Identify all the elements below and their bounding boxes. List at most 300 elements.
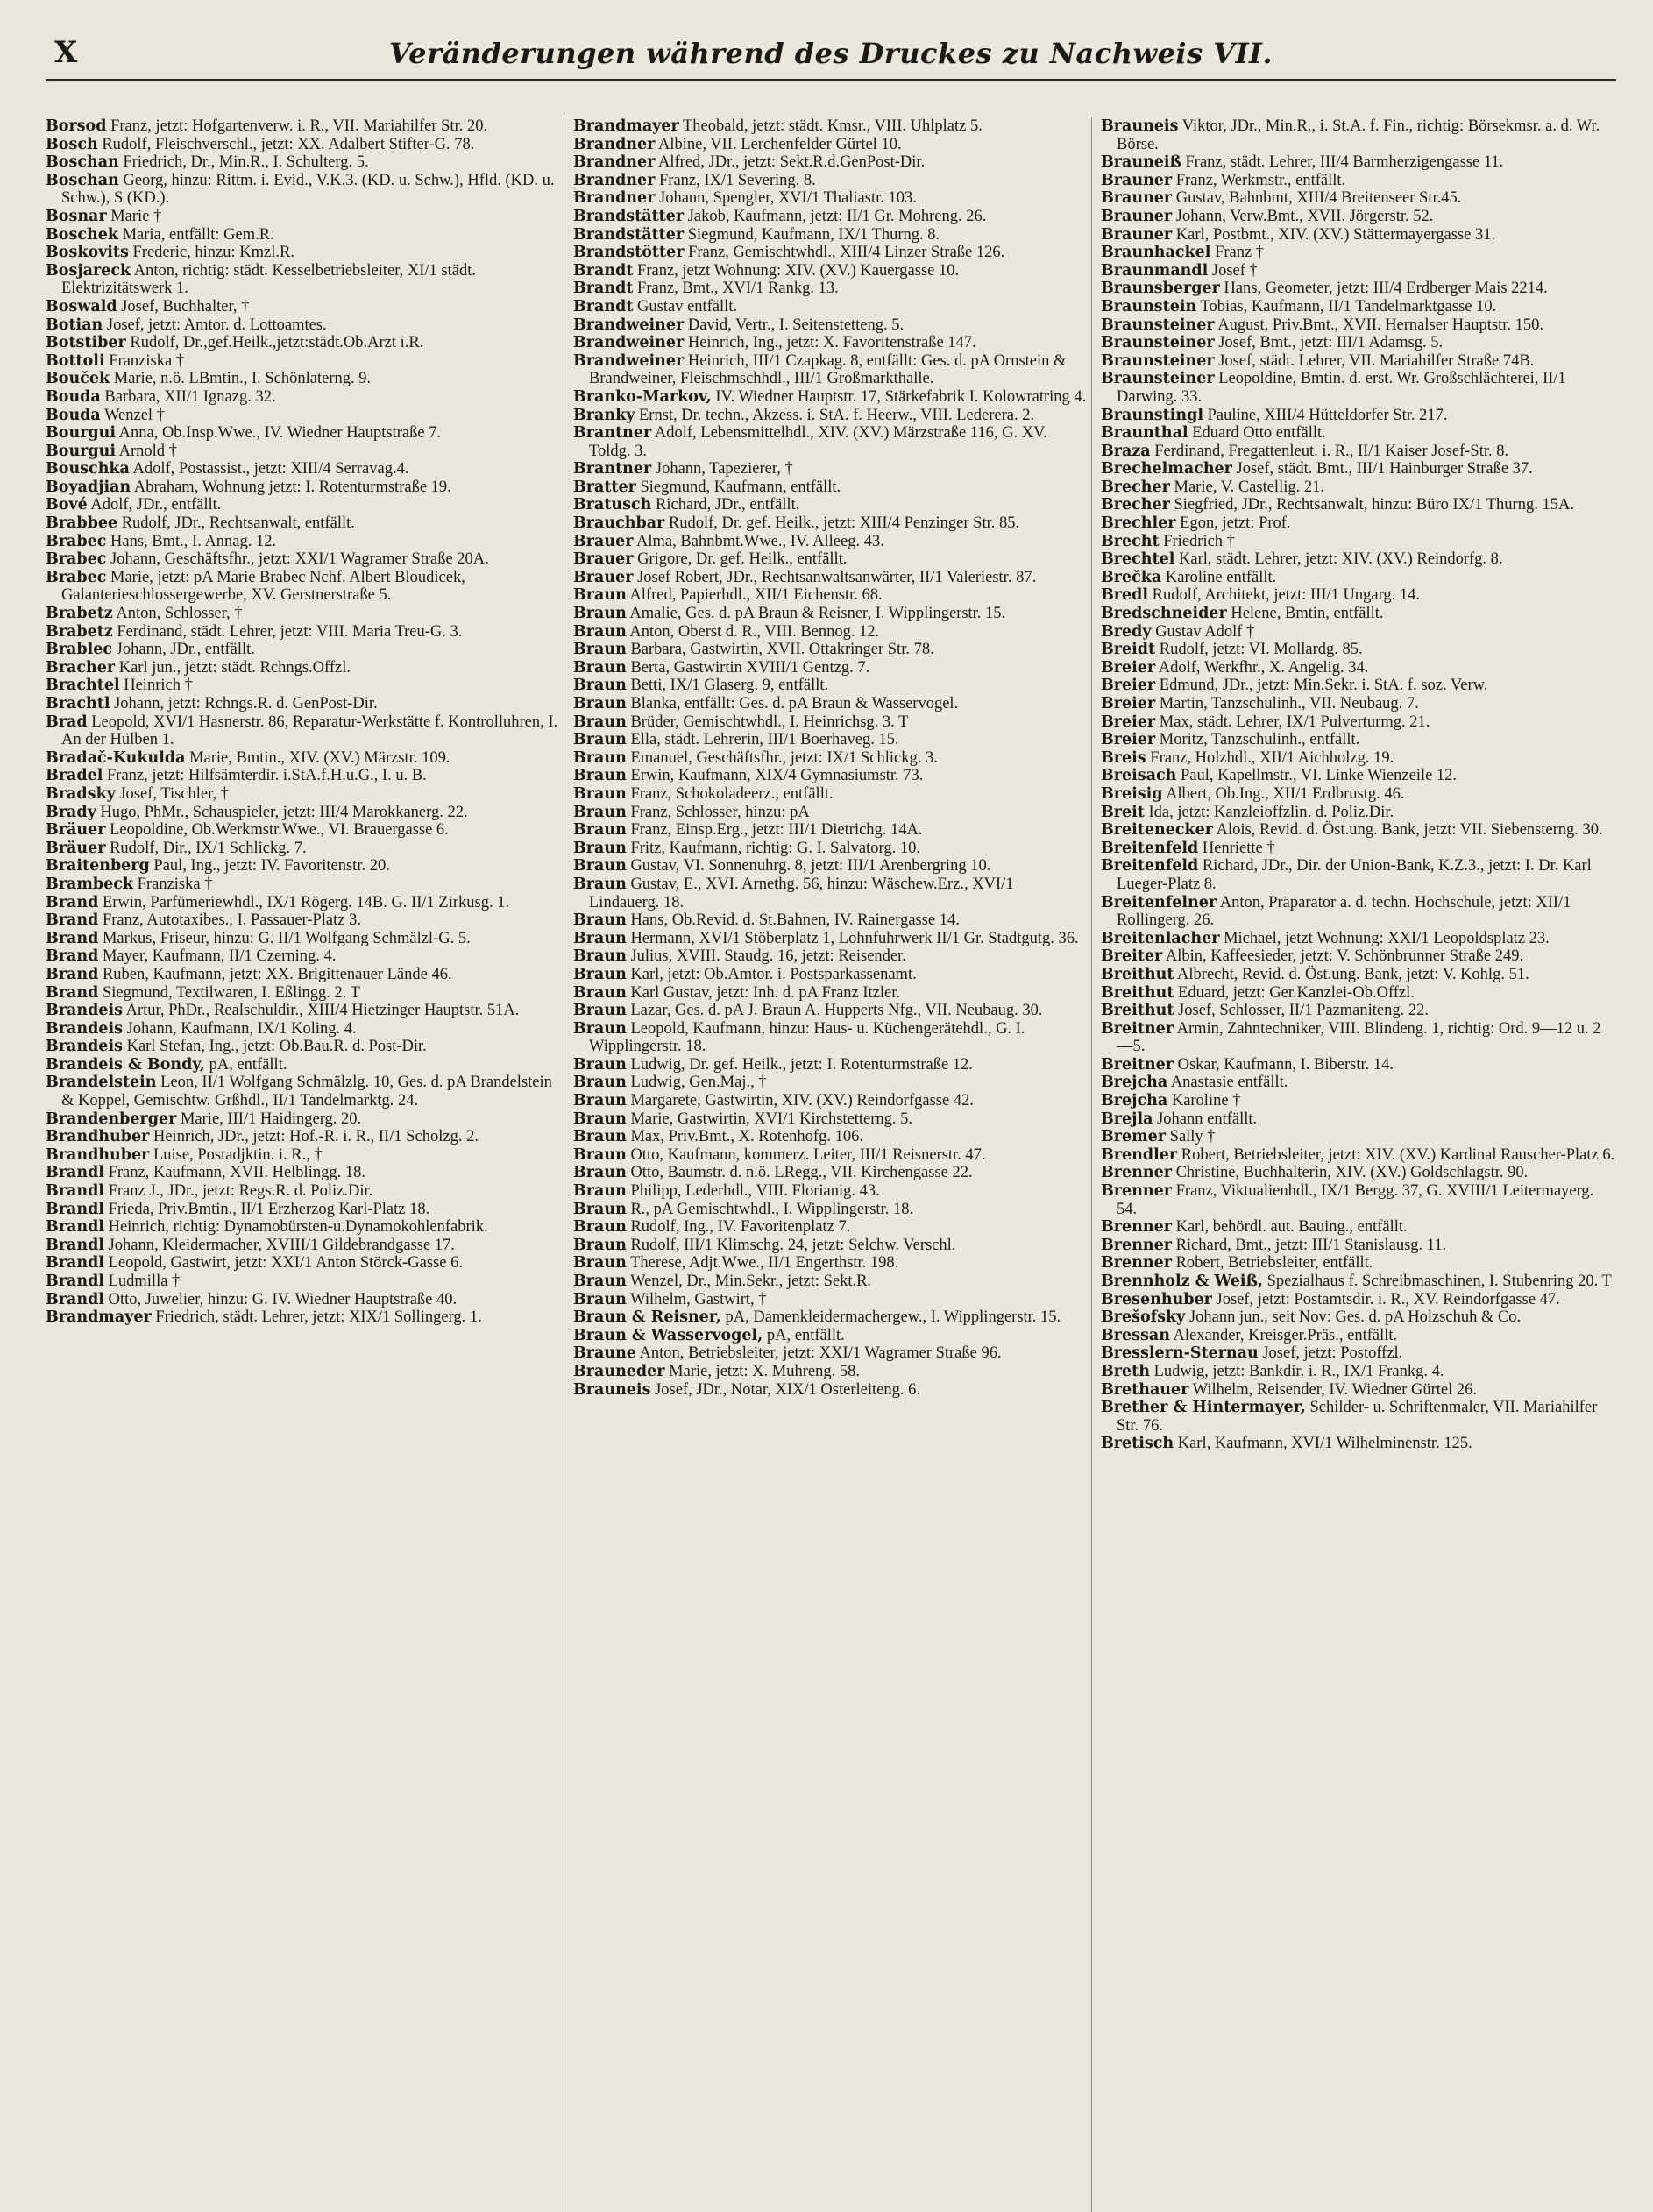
entry-details: Karl, Postbmt., XIV. (XV.) Stättermayergasse 31. <box>1175 225 1496 244</box>
directory-entry <box>1101 966 1616 984</box>
entry-details: Ludwig, Dr. gef. Heilk., jetzt: I. Rotenturmstraße 12. <box>630 1055 973 1074</box>
entry-surname: Breitenfeld <box>1101 857 1199 876</box>
entry-surname: Braunsteiner <box>1101 351 1215 370</box>
directory-entry <box>573 208 1088 226</box>
directory-entry <box>573 911 1088 930</box>
entry-details: Anton, Schlosser, † <box>116 605 243 623</box>
entry-surname: Braun <box>573 857 627 876</box>
directory-entry <box>573 749 1088 768</box>
entry-surname: Bosjareck <box>46 261 131 280</box>
directory-entry <box>1101 641 1616 659</box>
entry-details: Arnold † <box>118 442 177 460</box>
directory-entry <box>573 984 1088 1003</box>
entry-details: Pauline, XIII/4 Hütteldorfer Str. 217. <box>1207 406 1448 424</box>
directory-entry <box>1101 460 1616 479</box>
entry-details: Leopoldine, Ob.Werkmstr.Wwe., VI. Brauergasse 6. <box>110 821 449 840</box>
entry-details: Alma, Bahnbmt.Wwe., IV. Alleeg. 43. <box>636 532 884 550</box>
entry-surname: Brauner <box>1101 225 1173 244</box>
entry-surname: Braun <box>573 605 627 623</box>
entry-surname: Brauneder <box>573 1362 665 1380</box>
entry-surname: Bredl <box>1101 586 1149 605</box>
directory-entry <box>573 641 1088 659</box>
entry-details: Christine, Buchhalterin, XIV. (XV.) Goldschlagstr. 90. <box>1175 1164 1529 1182</box>
entry-surname: Bresslern-Sternau <box>1101 1344 1259 1363</box>
entry-details: Eduard Otto entfällt. <box>1192 424 1326 443</box>
entry-details: Michael, jetzt Wohnung: XXI/1 Leopoldsplatz 23. <box>1224 929 1550 947</box>
entry-surname: Brantner <box>573 424 652 443</box>
entry-surname: Brachtl <box>46 695 110 713</box>
entry-surname: Braunsteiner <box>1101 334 1215 352</box>
entry-details: Armin, Zahntechniker, VIII. Blindeng. 1, richtig: Ord. 9—12 u. 2—5. <box>1117 1019 1601 1056</box>
entry-details: Brüder, Gemischtwhdl., I. Heinrichsg. 3. T <box>630 713 909 731</box>
entry-surname: Brandl <box>46 1164 104 1182</box>
entry-details: Philipp, Lederhdl., VIII. Florianig. 43. <box>630 1182 880 1201</box>
entry-details: Josef Robert, JDr., Rechtsanwaltsanwärter, II/1 Valeriestr. 87. <box>637 568 1037 586</box>
directory-entry <box>1101 749 1616 768</box>
entry-details: Rudolf, Dr. gef. Heilk., jetzt: XIII/4 Penzinger Str. 85. <box>668 514 1020 533</box>
entry-surname: Braun <box>573 1002 627 1020</box>
entry-details: Gustav entfällt. <box>637 297 738 315</box>
entry-surname: Braun <box>573 677 627 695</box>
entry-details: Hugo, PhMr., Schauspieler, jetzt: III/4 Marokkanerg. 22. <box>100 803 468 821</box>
entry-details: IV. Wiedner Hauptstr. 17, Stärkefabrik I. Kolowratring 4. <box>715 387 1087 406</box>
entry-details: Robert, Betriebsleiter, entfällt. <box>1175 1254 1373 1273</box>
directory-entry <box>1101 1146 1616 1165</box>
entry-surname: Braunsteiner <box>1101 370 1215 388</box>
directory-entry <box>1101 930 1616 948</box>
directory-entry <box>573 569 1088 587</box>
entry-details: Frieda, Priv.Bmtin., II/1 Erzherzog Karl-Platz 18. <box>108 1200 430 1218</box>
entry-surname: Braun <box>573 1074 627 1092</box>
directory-entry <box>1101 117 1616 153</box>
entry-details: Fritz, Kaufmann, richtig: G. I. Salvatorg. 10. <box>630 839 920 857</box>
directory-entry <box>46 659 560 677</box>
directory-entry <box>1101 514 1616 533</box>
entry-surname: Breitenlacher <box>1101 929 1220 947</box>
column-right <box>1101 117 1620 2212</box>
directory-entry <box>46 153 560 172</box>
entry-surname: Braun <box>573 803 627 821</box>
directory-entry <box>573 1273 1088 1291</box>
directory-entry <box>46 334 560 352</box>
entry-details: Marie, V. Castellig. 21. <box>1174 478 1324 496</box>
directory-entry <box>1101 533 1616 551</box>
directory-entry <box>46 1308 560 1327</box>
entry-surname: Brejcha <box>1101 1092 1168 1110</box>
entry-surname: Brandweiner <box>573 351 685 370</box>
entry-surname: Boschan <box>46 153 119 172</box>
directory-entry <box>573 479 1088 497</box>
entry-surname: Braun <box>573 1236 627 1254</box>
directory-entry <box>573 1182 1088 1201</box>
entry-details: David, Vertr., I. Seitenstetteng. 5. <box>687 315 905 334</box>
entry-surname: Brand <box>46 911 99 930</box>
directory-entry <box>46 136 560 154</box>
entry-details: Leon, II/1 Wolfgang Schmälzlg. 10, Ges. d. pA Brandelstein & Koppel, Gemischtw. Grßhdl., II/1 Tandelmarktg. 24. <box>61 1074 552 1110</box>
entry-surname: Braun <box>573 641 627 659</box>
entry-surname: Brečka <box>1101 568 1162 586</box>
directory-entry <box>1101 550 1616 569</box>
directory-entry <box>46 677 560 695</box>
entry-surname: Brand <box>46 983 99 1002</box>
entry-surname: Braunhackel <box>1101 244 1211 262</box>
entry-details: Josef, jetzt: Postamtsdir. i. R., XV. Reindorfgasse 47. <box>1216 1290 1560 1308</box>
entry-details: Otto, Juwelier, hinzu: G. IV. Wiedner Hauptstraße 40. <box>108 1290 458 1308</box>
entry-surname: Braun <box>573 1019 627 1038</box>
entry-details: Heinrich, III/1 Czapkag. 8, entfällt: Ges. d. pA Ornstein & Brandweiner, Fleischmschhdl., III/1 Großmarkthalle. <box>589 351 1067 388</box>
directory-entry <box>46 1002 560 1020</box>
directory-entry <box>46 1273 560 1291</box>
entry-surname: Bouda <box>46 387 101 406</box>
entry-details: Theobald, jetzt: städt. Kmsr., VIII. Uhlplatz 5. <box>683 117 983 135</box>
entry-surname: Braun <box>573 1128 627 1146</box>
entry-surname: Branko-Markov, <box>573 387 712 406</box>
directory-entry <box>1101 731 1616 749</box>
entry-details: Johann, Tapezierer, † <box>655 460 793 479</box>
directory-entry <box>1101 172 1616 190</box>
entry-details: Adolf, Postassist., jetzt: XIII/4 Serravag.4. <box>132 460 409 479</box>
entry-surname: Brenner <box>1101 1164 1172 1182</box>
directory-entry <box>573 1237 1088 1255</box>
entry-details: Grigore, Dr. gef. Heilk., entfällt. <box>637 550 848 569</box>
entry-details: August, Priv.Bmt., XVII. Hernalser Hauptstr. 150. <box>1217 315 1544 334</box>
directory-entry <box>1101 1273 1616 1291</box>
entry-details: Ruben, Kaufmann, jetzt: XX. Brigittenauer Lände 46. <box>102 965 452 983</box>
entry-surname: Brachtel <box>46 677 120 695</box>
entry-details: Wilhelm, Reisender, IV. Wiedner Gürtel 26. <box>1192 1380 1478 1399</box>
entry-details: Ferdinand, Fregattenleut. i. R., II/1 Kaiser Josef-Str. 8. <box>1154 442 1509 460</box>
entry-surname: Braun <box>573 784 627 803</box>
directory-entry <box>46 407 560 425</box>
entry-surname: Borsod <box>46 117 107 135</box>
entry-details: Rudolf, JDr., Rechtsanwalt, entfällt. <box>121 514 355 533</box>
directory-entry <box>573 550 1088 569</box>
entry-surname: Brechler <box>1101 514 1176 533</box>
entry-surname: Branky <box>573 406 635 424</box>
entry-surname: Breisig <box>1101 784 1163 803</box>
directory-entry <box>573 1110 1088 1129</box>
entry-surname: Bräuer <box>46 821 106 840</box>
entry-details: Albrecht, Revid. d. Öst.ung. Bank, jetzt: V. Kohlg. 51. <box>1177 965 1529 983</box>
entry-surname: Breier <box>1101 695 1156 713</box>
entry-details: Rudolf, Dir., IX/1 Schlickg. 7. <box>110 839 307 857</box>
directory-entry <box>1101 208 1616 226</box>
entry-details: Alfred, Papierhdl., XII/1 Eichenstr. 68. <box>629 586 883 605</box>
directory-entry <box>1101 677 1616 695</box>
entry-details: Rudolf, Dr.,gef.Heilk.,jetzt:städt.Ob.Arzt i.R. <box>130 334 424 352</box>
entry-surname: Brandstätter <box>573 207 685 225</box>
entry-details: Mayer, Kaufmann, II/1 Czerning. 4. <box>102 947 337 966</box>
entry-surname: Brabetz <box>46 605 113 623</box>
entry-details: Karl jun., jetzt: städt. Rchngs.Offzl. <box>118 658 351 677</box>
directory-entry <box>1101 1056 1616 1074</box>
directory-entry <box>1101 1110 1616 1129</box>
column-left <box>46 117 564 2212</box>
entry-details: Ludmilla † <box>108 1273 181 1290</box>
directory-entry <box>1101 280 1616 298</box>
directory-entry <box>573 1020 1088 1056</box>
directory-entry <box>573 605 1088 623</box>
directory-entry <box>573 1327 1088 1345</box>
directory-entry <box>1101 226 1616 245</box>
entry-surname: Braunsberger <box>1101 280 1220 298</box>
entry-details: Moritz, Tanzschulinh., entfällt. <box>1159 731 1360 749</box>
entry-details: Artur, PhDr., Realschuldir., XIII/4 Hietzinger Hauptstr. 51A. <box>125 1002 520 1020</box>
directory-entry <box>46 1038 560 1056</box>
directory-entry <box>46 966 560 984</box>
entry-surname: Brand <box>46 929 99 947</box>
entry-surname: Bresenhuber <box>1101 1290 1212 1308</box>
entry-details: Rudolf, jetzt: VI. Mollardg. 85. <box>1159 641 1363 659</box>
directory-entry <box>1101 1218 1616 1237</box>
directory-entry <box>46 388 560 407</box>
entry-details: Josef † <box>1211 261 1258 280</box>
entry-details: Franz, Werkmstr., entfällt. <box>1175 171 1346 189</box>
directory-entry <box>573 1254 1088 1273</box>
entry-details: Karl Gustav, jetzt: Inh. d. pA Franz Itzler. <box>630 983 900 1002</box>
entry-surname: Braun <box>573 1164 627 1182</box>
directory-entry <box>1101 804 1616 822</box>
entry-details: Friedrich, städt. Lehrer, jetzt: XIX/1 Sollingerg. 1. <box>155 1308 482 1327</box>
directory-entry <box>573 262 1088 280</box>
entry-details: Julius, XVIII. Staudg. 16, jetzt: Reisender. <box>630 947 906 966</box>
entry-details: Heinrich, Ing., jetzt: X. Favoritenstraße 147. <box>687 334 976 352</box>
directory-entry <box>46 821 560 840</box>
entry-surname: Brandl <box>46 1273 104 1290</box>
directory-entry <box>573 1056 1088 1074</box>
entry-details: Ferdinand, städt. Lehrer, jetzt: VIII. Maria Treu-G. 3. <box>117 622 463 641</box>
entry-details: Josef, Buchhalter, † <box>121 297 250 315</box>
directory-entry <box>1101 479 1616 497</box>
directory-entry <box>46 262 560 298</box>
entry-details: Josef, jetzt: Amtor. d. Lottoamtes. <box>106 315 327 334</box>
entry-details: Maria, entfällt: Gem.R. <box>122 225 274 244</box>
directory-entry <box>1101 984 1616 1003</box>
entry-details: R., pA Gemischtwhdl., I. Wipplingerstr. 18. <box>630 1200 914 1218</box>
entry-details: Josef, Tischler, † <box>119 784 230 803</box>
entry-surname: Brandhuber <box>46 1145 150 1164</box>
directory-entry <box>1101 894 1616 930</box>
directory-entry <box>46 569 560 605</box>
directory-entry <box>1101 767 1616 785</box>
entry-surname: Brandl <box>46 1200 104 1218</box>
entry-details: Hans, Bmt., I. Annag. 12. <box>110 532 277 550</box>
entry-details: Franz, Autotaxibes., I. Passauer-Platz 3. <box>102 911 361 930</box>
directory-entry <box>573 334 1088 352</box>
entry-surname: Brauner <box>1101 171 1173 189</box>
entry-surname: Brabbee <box>46 514 118 533</box>
entry-details: Ernst, Dr. techn., Akzess. i. StA. f. Heerw., VIII. Lederera. 2. <box>639 406 1035 424</box>
directory-entry <box>1101 623 1616 642</box>
entry-details: pA, entfällt. <box>209 1055 287 1074</box>
entry-surname: Breis <box>1101 748 1146 767</box>
entry-details: Johann jun., seit Nov: Ges. d. pA Holzschuh & Co. <box>1188 1308 1522 1327</box>
directory-entry <box>1101 713 1616 732</box>
entry-surname: Bratusch <box>573 496 652 514</box>
entry-surname: Breithut <box>1101 965 1174 983</box>
entry-surname: Brauneiß <box>1101 153 1181 172</box>
entry-surname: Braun <box>573 1145 627 1164</box>
entry-surname: Brandl <box>46 1218 104 1237</box>
entry-surname: Braun <box>573 947 627 966</box>
entry-surname: Brantner <box>573 460 652 479</box>
entry-surname: Breidt <box>1101 641 1156 659</box>
entry-surname: Braun & Reisner, <box>573 1308 721 1327</box>
directory-entry <box>573 1146 1088 1165</box>
column-middle <box>573 117 1092 2212</box>
entry-surname: Boschek <box>46 225 118 244</box>
directory-entry <box>1101 153 1616 172</box>
directory-entry <box>46 840 560 858</box>
entry-details: Karoline entfällt. <box>1165 568 1277 586</box>
entry-surname: Bretisch <box>1101 1435 1174 1453</box>
entry-details: Alois, Revid. d. Öst.ung. Bank, jetzt: VII. Siebensterng. 30. <box>1216 821 1603 840</box>
entry-surname: Breth <box>1101 1362 1150 1380</box>
entry-surname: Brandl <box>46 1182 104 1201</box>
entry-surname: Braun <box>573 622 627 641</box>
entry-surname: Brandelstein <box>46 1074 157 1092</box>
entry-surname: Brandweiner <box>573 334 685 352</box>
entry-surname: Brenner <box>1101 1236 1172 1254</box>
directory-entry <box>573 424 1088 460</box>
directory-entry <box>46 316 560 335</box>
entry-details: Georg, hinzu: Rittm. i. Evid., V.K.3. (KD. u. Schw.), Hfld. (KD. u. Schw.), S (KD.). <box>61 171 555 208</box>
directory-entry <box>573 1218 1088 1237</box>
entry-surname: Brethauer <box>1101 1380 1189 1399</box>
page-title: Veränderungen während des Druckes zu Nachweis VII. <box>388 37 1273 70</box>
entry-surname: Braunsteiner <box>1101 315 1215 334</box>
entry-details: Eduard, jetzt: Ger.Kanzlei-Ob.Offzl. <box>1178 983 1415 1002</box>
directory-entry <box>573 226 1088 245</box>
entry-details: Anastasie entfällt. <box>1170 1074 1288 1092</box>
entry-surname: Braun <box>573 1200 627 1218</box>
directory-entry <box>1101 1020 1616 1056</box>
entry-surname: Braun <box>573 767 627 785</box>
entry-surname: Braun <box>573 586 627 605</box>
entry-details: Johann, JDr., entfällt. <box>116 641 255 659</box>
directory-entry <box>46 1128 560 1146</box>
directory-entry <box>573 1363 1088 1381</box>
entry-details: Ella, städt. Lehrerin, III/1 Boerhaveg. 15. <box>630 731 899 749</box>
directory-entry <box>573 623 1088 642</box>
directory-entry <box>1101 1435 1616 1453</box>
directory-entry <box>1101 352 1616 371</box>
entry-surname: Brešofsky <box>1101 1308 1186 1327</box>
entry-details: Otto, Kaufmann, kommerz. Leiter, III/1 Reisnerstr. 47. <box>630 1145 986 1164</box>
entry-details: Tobias, Kaufmann, II/1 Tandelmarktgasse 10. <box>1200 297 1497 315</box>
directory-entry <box>573 1128 1088 1146</box>
entry-surname: Brecher <box>1101 496 1170 514</box>
entry-surname: Brauner <box>1101 207 1173 225</box>
entry-details: Alexander, Kreisger.Präs., entfällt. <box>1173 1326 1398 1344</box>
entry-surname: Brendler <box>1101 1145 1178 1164</box>
directory-entry <box>573 117 1088 136</box>
entry-surname: Brad <box>46 713 88 731</box>
directory-entry <box>573 767 1088 785</box>
entry-details: Franz, Bmt., XVI/1 Rankg. 13. <box>637 280 839 298</box>
entry-details: Franziska † <box>137 875 213 893</box>
entry-details: Franz, Schlosser, hinzu: pA <box>630 803 810 821</box>
entry-details: pA, Damenkleidermachergew., I. Wipplingerstr. 15. <box>725 1308 1061 1327</box>
entry-surname: Breisach <box>1101 767 1177 785</box>
entry-surname: Braitenberg <box>46 857 150 876</box>
directory-entry <box>1101 189 1616 208</box>
directory-entry <box>573 388 1088 407</box>
directory-entry <box>1101 1254 1616 1273</box>
entry-details: Richard, Bmt., jetzt: III/1 Stanislausg. 11. <box>1175 1236 1447 1254</box>
entry-surname: Brandl <box>46 1236 104 1254</box>
entry-details: Edmund, JDr., jetzt: Min.Sekr. i. StA. f. soz. Verw. <box>1159 677 1488 695</box>
directory-entry <box>573 930 1088 948</box>
entry-surname: Braun <box>573 731 627 749</box>
directory-entry <box>46 443 560 461</box>
entry-details: Franz, Viktualienhdl., IX/1 Bergg. 37, G. XVIII/1 Leitermayerg. 54. <box>1117 1182 1594 1218</box>
directory-entry <box>573 1201 1088 1219</box>
entry-details: Friedrich, Dr., Min.R., I. Schulterg. 5. <box>123 153 369 172</box>
entry-surname: Brecher <box>1101 478 1170 496</box>
directory-entry <box>46 172 560 208</box>
entry-surname: Botstiber <box>46 334 126 352</box>
entry-surname: Brauer <box>573 568 634 586</box>
directory-entry <box>46 1146 560 1165</box>
entry-details: Gustav Adolf † <box>1155 622 1255 641</box>
entry-surname: Braza <box>1101 442 1151 460</box>
entry-details: Schilder- u. Schriftenmaler, VII. Mariahilfer Str. 76. <box>1117 1399 1598 1435</box>
directory-entry <box>1101 298 1616 316</box>
entry-surname: Braun <box>573 1055 627 1074</box>
directory-entry <box>573 857 1088 876</box>
entry-details: Max, Priv.Bmt., X. Rotenhofg. 106. <box>630 1128 863 1146</box>
entry-details: Johann, jetzt: Rchngs.R. d. GenPost-Dir. <box>114 695 378 713</box>
entry-details: Lazar, Ges. d. pA J. Braun A. Hupperts Nfg., VII. Neubaug. 30. <box>630 1002 1043 1020</box>
entry-surname: Brenner <box>1101 1218 1172 1237</box>
directory-entry <box>46 984 560 1003</box>
directory-entry <box>573 514 1088 533</box>
directory-entry <box>46 1164 560 1182</box>
entry-details: Paul, Ing., jetzt: IV. Favoritenstr. 20. <box>153 857 390 876</box>
entry-details: Gustav, VI. Sonnenuhrg. 8, jetzt: III/1 Arenbergring 10. <box>630 857 991 876</box>
entry-surname: Brablec <box>46 641 113 659</box>
directory-entry <box>46 623 560 642</box>
entry-details: Erwin, Kaufmann, XIX/4 Gymnasiumstr. 73. <box>630 767 924 785</box>
directory-entry <box>1101 659 1616 677</box>
entry-details: Wenzel † <box>104 406 165 424</box>
entry-details: Heinrich, richtig: Dynamobürsten-u.Dynamokohlenfabrik. <box>108 1218 488 1237</box>
entry-details: Robert, Betriebsleiter, jetzt: XIV. (XV.) Kardinal Rauscher-Platz 6. <box>1181 1145 1615 1164</box>
entry-surname: Brandner <box>573 189 656 208</box>
entry-surname: Brandeis <box>46 1019 123 1038</box>
directory-entry <box>573 1291 1088 1309</box>
entry-surname: Brand <box>46 893 99 911</box>
directory-entry <box>573 1344 1088 1363</box>
directory-entry <box>1101 1164 1616 1182</box>
entry-surname: Braunstingl <box>1101 406 1203 424</box>
directory-entry <box>573 966 1088 984</box>
entry-details: Otto, Baumstr. d. n.ö. LRegg., VII. Kirchengasse 22. <box>630 1164 973 1182</box>
directory-entry <box>46 226 560 245</box>
entry-surname: Brenner <box>1101 1254 1172 1273</box>
directory-entry <box>1101 1092 1616 1110</box>
entry-surname: Brandeis & Bondy, <box>46 1055 205 1074</box>
directory-entry <box>46 749 560 768</box>
entry-details: Alfred, JDr., jetzt: Sekt.R.d.GenPost-Dir. <box>658 153 926 172</box>
directory-entry <box>573 731 1088 749</box>
entry-details: Johann, Kaufmann, IX/1 Koling. 4. <box>126 1019 357 1038</box>
entry-details: Hans, Geometer, jetzt: III/4 Erdberger Mais 2214. <box>1224 280 1548 298</box>
entry-details: Wenzel, Dr., Min.Sekr., jetzt: Sekt.R. <box>630 1273 872 1290</box>
entry-details: Johann, Kleidermacher, XVIII/1 Gildebrandgasse 17. <box>108 1236 455 1254</box>
entry-details: Franz, Gemischtwhdl., XIII/4 Linzer Straße 126. <box>688 244 1005 262</box>
